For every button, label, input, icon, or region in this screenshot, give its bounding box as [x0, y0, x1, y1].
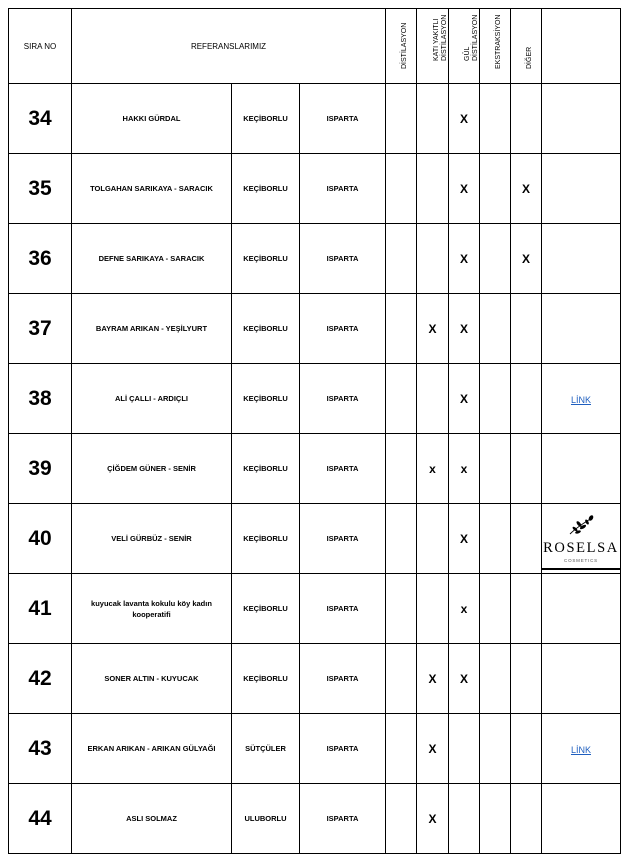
extra-cell	[542, 224, 621, 294]
distilasyon-mark	[386, 574, 417, 644]
district: KEÇİBORLU	[232, 434, 300, 504]
header-ekstraksiyon: EKSTRAKSİYON	[480, 9, 511, 84]
ekstraksiyon-mark	[480, 294, 511, 364]
link[interactable]: LİNK	[570, 744, 591, 755]
diger-mark	[511, 434, 542, 504]
district: KEÇİBORLU	[232, 644, 300, 714]
reference-name: TOLGAHAN SARIKAYA - SARACIK	[72, 154, 232, 224]
row-number: 35	[9, 154, 72, 224]
diger-mark	[511, 294, 542, 364]
city: ISPARTA	[300, 434, 386, 504]
extra-cell	[542, 434, 621, 504]
distilasyon-mark	[386, 154, 417, 224]
ekstraksiyon-mark	[480, 434, 511, 504]
row-number: 36	[9, 224, 72, 294]
gul-distilasyon-mark: X	[449, 364, 480, 434]
city: ISPARTA	[300, 714, 386, 784]
district: KEÇİBORLU	[232, 364, 300, 434]
table-row	[9, 504, 621, 574]
city: ISPARTA	[300, 574, 386, 644]
row-number: 39	[9, 434, 72, 504]
kati-yakitli-mark: X	[417, 784, 449, 854]
kati-yakitli-mark	[417, 224, 449, 294]
reference-name: ALİ ÇALLI - ARDIÇLI	[72, 364, 232, 434]
header-sira-no: SIRA NO	[9, 9, 72, 84]
table-row	[9, 784, 621, 854]
city: ISPARTA	[300, 294, 386, 364]
reference-name: ÇİĞDEM GÜNER - SENİR	[72, 434, 232, 504]
city: ISPARTA	[300, 154, 386, 224]
diger-mark	[511, 84, 542, 154]
extra-cell	[542, 574, 621, 644]
city: ISPARTA	[300, 644, 386, 714]
kati-yakitli-mark	[417, 84, 449, 154]
kati-yakitli-mark: X	[417, 644, 449, 714]
ekstraksiyon-mark	[480, 84, 511, 154]
city: ISPARTA	[300, 84, 386, 154]
row-number: 43	[9, 714, 72, 784]
distilasyon-mark	[386, 784, 417, 854]
ekstraksiyon-mark	[480, 154, 511, 224]
kati-yakitli-mark: X	[417, 294, 449, 364]
diger-mark	[511, 504, 542, 574]
diger-mark	[511, 574, 542, 644]
gul-distilasyon-mark: x	[449, 434, 480, 504]
row-number: 44	[9, 784, 72, 854]
row-number: 38	[9, 364, 72, 434]
distilasyon-mark	[386, 714, 417, 784]
row-number: 40	[9, 504, 72, 574]
district: KEÇİBORLU	[232, 294, 300, 364]
district: KEÇİBORLU	[232, 574, 300, 644]
diger-mark	[511, 364, 542, 434]
district: KEÇİBORLU	[232, 84, 300, 154]
extra-cell	[542, 644, 621, 714]
district: KEÇİBORLU	[232, 154, 300, 224]
diger-mark	[511, 784, 542, 854]
reference-name: HAKKI GÜRDAL	[72, 84, 232, 154]
distilasyon-mark	[386, 294, 417, 364]
header-kati-yakitli: KATI YAKITLI DİSTİLASYON	[417, 9, 449, 84]
header-diger: DİĞER	[511, 9, 542, 84]
gul-distilasyon-mark: X	[449, 224, 480, 294]
reference-name: BAYRAM ARIKAN - YEŞİLYURT	[72, 294, 232, 364]
gul-distilasyon-mark: X	[449, 504, 480, 574]
kati-yakitli-mark: X	[417, 714, 449, 784]
distilasyon-mark	[386, 504, 417, 574]
gul-distilasyon-mark	[449, 714, 480, 784]
gul-distilasyon-mark: X	[449, 294, 480, 364]
reference-name: VELİ GÜRBÜZ - SENİR	[72, 504, 232, 574]
reference-name: ERKAN ARIKAN - ARIKAN GÜLYAĞI	[72, 714, 232, 784]
header-distilasyon: DİSTİLASYON	[386, 9, 417, 84]
extra-cell	[542, 714, 621, 784]
table-row	[9, 364, 621, 434]
gul-distilasyon-mark	[449, 784, 480, 854]
gul-distilasyon-mark: X	[449, 644, 480, 714]
kati-yakitli-mark	[417, 574, 449, 644]
gul-distilasyon-mark: X	[449, 84, 480, 154]
ekstraksiyon-mark	[480, 224, 511, 294]
ekstraksiyon-mark	[480, 504, 511, 574]
distilasyon-mark	[386, 434, 417, 504]
reference-name: ASLI SOLMAZ	[72, 784, 232, 854]
extra-cell	[542, 364, 621, 434]
row-number: 42	[9, 644, 72, 714]
table-row	[9, 644, 621, 714]
references-table	[8, 8, 621, 854]
extra-cell	[542, 504, 621, 574]
header-referanslar: REFERANSLARIMIZ	[72, 9, 386, 84]
logo-subtitle: COSMETICS	[564, 558, 598, 563]
row-number: 41	[9, 574, 72, 644]
logo-underline	[542, 568, 620, 570]
extra-cell	[542, 294, 621, 364]
diger-mark: X	[511, 154, 542, 224]
ekstraksiyon-mark	[480, 644, 511, 714]
diger-mark	[511, 644, 542, 714]
gul-distilasyon-mark: x	[449, 574, 480, 644]
city: ISPARTA	[300, 224, 386, 294]
header-extra	[542, 9, 621, 84]
table-row	[9, 434, 621, 504]
district: KEÇİBORLU	[232, 224, 300, 294]
ekstraksiyon-mark	[480, 784, 511, 854]
logo-name: ROSELSA	[543, 540, 619, 556]
distilasyon-mark	[386, 224, 417, 294]
distilasyon-mark	[386, 84, 417, 154]
header-gul-distilasyon: GÜL DİSTİLASYON	[449, 9, 480, 84]
gul-distilasyon-mark: X	[449, 154, 480, 224]
ekstraksiyon-mark	[480, 714, 511, 784]
district: KEÇİBORLU	[232, 504, 300, 574]
table-row	[9, 154, 621, 224]
reference-name: DEFNE SARIKAYA - SARACIK	[72, 224, 232, 294]
ekstraksiyon-mark	[480, 574, 511, 644]
district: SÜTÇÜLER	[232, 714, 300, 784]
link[interactable]: LİNK	[570, 394, 591, 405]
table-row	[9, 294, 621, 364]
extra-cell	[542, 784, 621, 854]
city: ISPARTA	[300, 504, 386, 574]
roselsa-logo	[542, 504, 620, 573]
header-row	[9, 9, 621, 84]
distilasyon-mark	[386, 644, 417, 714]
kati-yakitli-mark	[417, 154, 449, 224]
row-number: 34	[9, 84, 72, 154]
city: ISPARTA	[300, 784, 386, 854]
district: ULUBORLU	[232, 784, 300, 854]
kati-yakitli-mark	[417, 364, 449, 434]
reference-name: SONER ALTIN - KUYUCAK	[72, 644, 232, 714]
table-row	[9, 224, 621, 294]
extra-cell	[542, 154, 621, 224]
kati-yakitli-mark: x	[417, 434, 449, 504]
table-row	[9, 84, 621, 154]
ekstraksiyon-mark	[480, 364, 511, 434]
row-number: 37	[9, 294, 72, 364]
extra-cell	[542, 84, 621, 154]
diger-mark	[511, 714, 542, 784]
distilasyon-mark	[386, 364, 417, 434]
table-row	[9, 714, 621, 784]
table-row	[9, 574, 621, 644]
flower-branch-icon	[566, 514, 596, 538]
city: ISPARTA	[300, 364, 386, 434]
kati-yakitli-mark	[417, 504, 449, 574]
reference-name: kuyucak lavanta kokulu köy kadın kooperatifi	[72, 574, 232, 644]
diger-mark: X	[511, 224, 542, 294]
